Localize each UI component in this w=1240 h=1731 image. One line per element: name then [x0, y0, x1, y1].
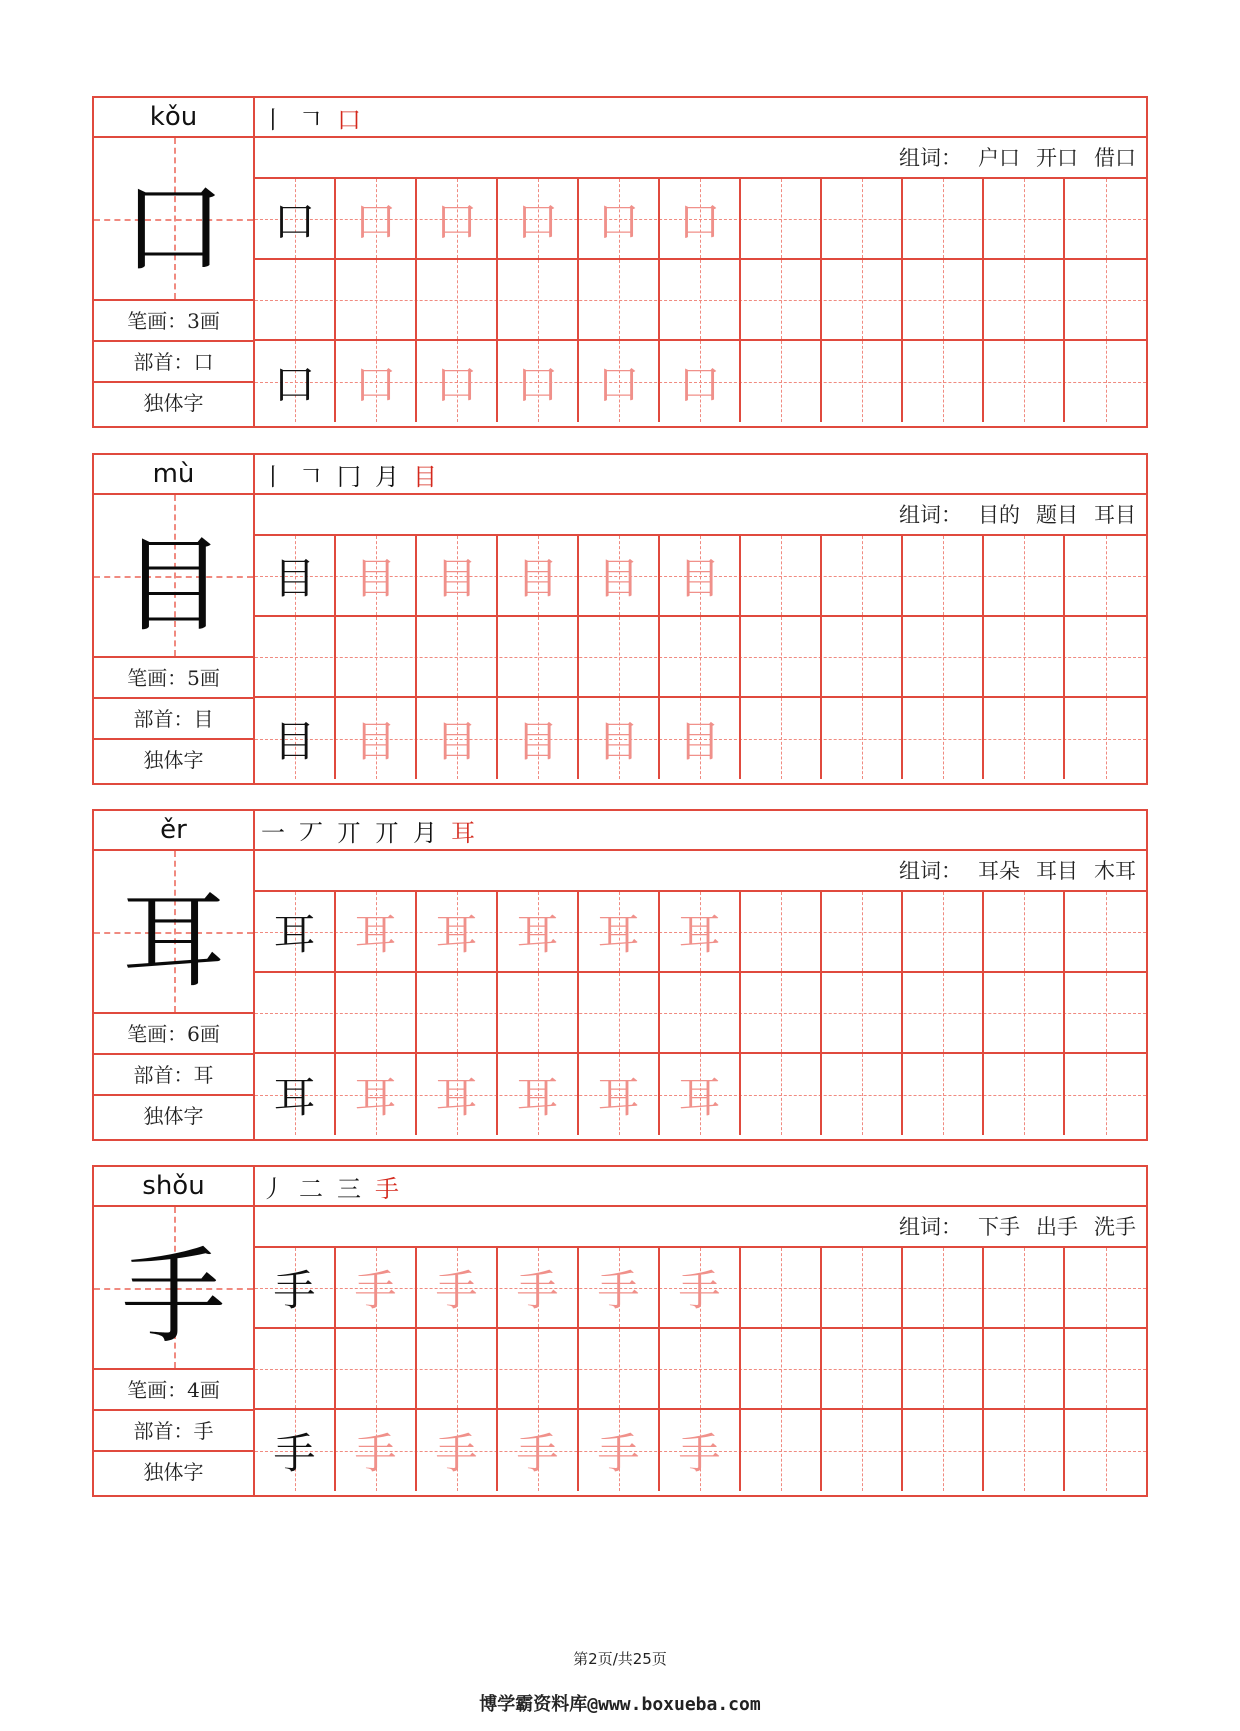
model-character: 耳 — [273, 1072, 316, 1122]
pinyin: shǒu — [94, 1167, 253, 1207]
stroke-step: 月 — [413, 818, 437, 847]
practice-row — [255, 1054, 1146, 1135]
practice-cell[interactable] — [336, 617, 417, 696]
model-character: 耳 — [273, 909, 316, 959]
practice-cell[interactable] — [822, 260, 903, 339]
practice-cell[interactable] — [579, 260, 660, 339]
practice-cell[interactable] — [336, 179, 417, 258]
practice-row — [255, 260, 1146, 341]
practice-cell[interactable] — [336, 536, 417, 615]
words-label: 组词： — [899, 146, 962, 170]
example-word: 题目 — [1036, 503, 1078, 527]
practice-cell[interactable] — [417, 1329, 498, 1408]
character-info-column — [94, 455, 255, 783]
trace-character: 耳 — [678, 909, 721, 959]
trace-character: 手 — [597, 1265, 640, 1315]
model-character: 口 — [273, 359, 316, 409]
trace-character: 口 — [354, 196, 397, 246]
stroke-step: 丿 — [261, 1174, 285, 1203]
trace-character: 口 — [435, 196, 478, 246]
practice-cell[interactable] — [579, 1329, 660, 1408]
big-character-box — [94, 495, 253, 658]
structure-label: 独体字 — [143, 748, 204, 772]
stroke-count-label: 笔画：3画 — [94, 301, 253, 342]
practice-cell[interactable] — [498, 341, 579, 422]
practice-cell[interactable] — [579, 179, 660, 258]
practice-cell[interactable] — [255, 892, 336, 971]
example-words — [255, 495, 1146, 536]
model-character: 手 — [273, 1428, 316, 1478]
practice-cell[interactable] — [660, 892, 741, 971]
practice-cell[interactable] — [903, 1054, 984, 1135]
practice-cell[interactable] — [903, 1248, 984, 1327]
practice-row — [255, 536, 1146, 617]
practice-cell[interactable] — [498, 973, 579, 1052]
practice-cell[interactable] — [660, 1054, 741, 1135]
practice-cell[interactable] — [1065, 536, 1147, 615]
pinyin: kǒu — [94, 98, 253, 138]
trace-character: 目 — [678, 716, 721, 766]
practice-cell[interactable] — [984, 260, 1065, 339]
practice-cell[interactable] — [255, 1410, 336, 1491]
practice-cell[interactable] — [498, 1248, 579, 1327]
practice-cell[interactable] — [984, 698, 1065, 779]
stroke-step: 𠃍 — [299, 105, 323, 134]
practice-cell[interactable] — [660, 341, 741, 422]
practice-cell[interactable] — [255, 179, 336, 258]
practice-cell[interactable] — [579, 341, 660, 422]
practice-area — [255, 811, 1146, 1139]
trace-character: 耳 — [597, 909, 640, 959]
trace-character: 口 — [678, 196, 721, 246]
practice-row — [255, 973, 1146, 1054]
example-words — [255, 138, 1146, 179]
example-word: 洗手 — [1094, 1215, 1136, 1239]
practice-row — [255, 179, 1146, 260]
big-character-box — [94, 1207, 253, 1370]
structure-label: 独体字 — [143, 391, 204, 415]
practice-cell[interactable] — [417, 260, 498, 339]
practice-cell[interactable] — [822, 341, 903, 422]
practice-cell[interactable] — [660, 260, 741, 339]
practice-cell[interactable] — [903, 179, 984, 258]
practice-cell[interactable] — [579, 1410, 660, 1491]
practice-cell[interactable] — [579, 1248, 660, 1327]
structure-label: 独体字 — [143, 1104, 204, 1128]
example-word: 木耳 — [1094, 859, 1136, 883]
practice-cell[interactable] — [255, 260, 336, 339]
trace-character: 目 — [435, 716, 478, 766]
practice-cell[interactable] — [741, 1329, 822, 1408]
radical-label: 部首：手 — [94, 1411, 253, 1452]
stroke-step: 丌 — [337, 818, 361, 847]
trace-character: 口 — [354, 359, 397, 409]
trace-character: 耳 — [678, 1072, 721, 1122]
practice-cell[interactable] — [498, 617, 579, 696]
big-character: 手 — [121, 1235, 226, 1358]
practice-cell[interactable] — [741, 892, 822, 971]
stroke-step: 二 — [299, 1174, 323, 1203]
example-word: 下手 — [978, 1215, 1020, 1239]
radical-label: 部首：目 — [94, 699, 253, 740]
practice-cell[interactable] — [336, 341, 417, 422]
practice-cell[interactable] — [336, 1248, 417, 1327]
trace-character: 耳 — [516, 909, 559, 959]
stroke-step: 𠃍 — [299, 462, 323, 491]
practice-cell[interactable] — [255, 341, 336, 422]
trace-character: 手 — [516, 1265, 559, 1315]
practice-cell[interactable] — [660, 698, 741, 779]
practice-cell[interactable] — [579, 973, 660, 1052]
practice-row — [255, 1248, 1146, 1329]
practice-cell[interactable] — [984, 1248, 1065, 1327]
trace-character: 口 — [516, 196, 559, 246]
practice-cell[interactable] — [822, 179, 903, 258]
stroke-step: 月 — [375, 462, 399, 491]
stroke-step: 一 — [261, 818, 285, 847]
stroke-step: 目 — [413, 462, 437, 491]
example-word: 耳目 — [1036, 859, 1078, 883]
site-watermark: 博学霸资料库@www.boxueba.com — [479, 1694, 761, 1715]
practice-cell[interactable] — [1065, 1410, 1147, 1491]
trace-character: 耳 — [516, 1072, 559, 1122]
practice-cell[interactable] — [741, 536, 822, 615]
words-label: 组词： — [899, 859, 962, 883]
practice-cell[interactable] — [903, 617, 984, 696]
practice-cell[interactable] — [1065, 341, 1147, 422]
character-info-column — [94, 98, 255, 426]
trace-character: 手 — [516, 1428, 559, 1478]
practice-cell[interactable] — [255, 698, 336, 779]
practice-area — [255, 98, 1146, 426]
model-character: 目 — [273, 716, 316, 766]
stroke-step: 手 — [375, 1174, 399, 1203]
practice-cell[interactable] — [741, 617, 822, 696]
trace-character: 手 — [354, 1428, 397, 1478]
practice-cell[interactable] — [579, 536, 660, 615]
big-character: 口 — [121, 166, 226, 289]
model-character: 手 — [273, 1265, 316, 1315]
practice-cell[interactable] — [903, 1410, 984, 1491]
big-character-box — [94, 851, 253, 1014]
pinyin: ěr — [94, 811, 253, 851]
trace-character: 口 — [435, 359, 478, 409]
stroke-step: 丨 — [261, 462, 285, 491]
stroke-step: 丨 — [261, 105, 285, 134]
practice-cell[interactable] — [255, 617, 336, 696]
words-label: 组词： — [899, 503, 962, 527]
trace-character: 目 — [516, 553, 559, 603]
practice-cell[interactable] — [336, 260, 417, 339]
radical-label: 部首：口 — [94, 342, 253, 383]
practice-row — [255, 698, 1146, 779]
practice-area — [255, 455, 1146, 783]
practice-cell[interactable] — [903, 698, 984, 779]
trace-character: 手 — [435, 1428, 478, 1478]
practice-cell[interactable] — [336, 973, 417, 1052]
practice-cell[interactable] — [660, 973, 741, 1052]
practice-cell[interactable] — [903, 341, 984, 422]
trace-character: 口 — [597, 359, 640, 409]
practice-cell[interactable] — [984, 179, 1065, 258]
example-word: 借口 — [1094, 146, 1136, 170]
words-label: 组词： — [899, 1215, 962, 1239]
practice-cell[interactable] — [498, 698, 579, 779]
example-word: 出手 — [1036, 1215, 1078, 1239]
practice-cell[interactable] — [498, 1410, 579, 1491]
stroke-count-label: 笔画：4画 — [94, 1370, 253, 1411]
practice-cell[interactable] — [255, 1329, 336, 1408]
practice-cell[interactable] — [984, 1054, 1065, 1135]
practice-cell[interactable] — [984, 1410, 1065, 1491]
trace-character: 耳 — [597, 1072, 640, 1122]
practice-cell[interactable] — [1065, 973, 1147, 1052]
practice-cell[interactable] — [984, 892, 1065, 971]
practice-cell[interactable] — [255, 1054, 336, 1135]
trace-character: 目 — [597, 553, 640, 603]
practice-cell[interactable] — [741, 1248, 822, 1327]
practice-cell[interactable] — [660, 179, 741, 258]
practice-cell[interactable] — [822, 973, 903, 1052]
practice-cell[interactable] — [498, 1329, 579, 1408]
trace-character: 耳 — [435, 909, 478, 959]
practice-cell[interactable] — [1065, 260, 1147, 339]
practice-cell[interactable] — [1065, 1054, 1147, 1135]
practice-cell[interactable] — [336, 1329, 417, 1408]
practice-cell[interactable] — [822, 1054, 903, 1135]
practice-cell[interactable] — [417, 1410, 498, 1491]
practice-cell[interactable] — [984, 341, 1065, 422]
practice-cell[interactable] — [741, 698, 822, 779]
big-character: 耳 — [121, 879, 226, 1002]
trace-character: 口 — [678, 359, 721, 409]
character-info-column — [94, 811, 255, 1139]
practice-cell[interactable] — [417, 892, 498, 971]
practice-cell[interactable] — [741, 260, 822, 339]
practice-cell[interactable] — [498, 260, 579, 339]
example-word: 户口 — [978, 146, 1020, 170]
practice-cell[interactable] — [741, 973, 822, 1052]
practice-cell[interactable] — [660, 536, 741, 615]
practice-cell[interactable] — [822, 536, 903, 615]
trace-character: 手 — [678, 1265, 721, 1315]
character-block — [92, 96, 1148, 428]
practice-cell[interactable] — [741, 341, 822, 422]
practice-cell[interactable] — [417, 536, 498, 615]
trace-character: 口 — [597, 196, 640, 246]
trace-character: 目 — [516, 716, 559, 766]
practice-cell[interactable] — [255, 1248, 336, 1327]
practice-cell[interactable] — [903, 260, 984, 339]
stroke-count-label: 笔画：5画 — [94, 658, 253, 699]
trace-character: 目 — [678, 553, 721, 603]
trace-character: 手 — [678, 1428, 721, 1478]
practice-cell[interactable] — [903, 973, 984, 1052]
practice-cell[interactable] — [984, 536, 1065, 615]
practice-cell[interactable] — [984, 973, 1065, 1052]
practice-cell[interactable] — [336, 1054, 417, 1135]
trace-character: 口 — [516, 359, 559, 409]
stroke-order — [255, 1167, 1146, 1207]
trace-character: 耳 — [435, 1072, 478, 1122]
structure-label: 独体字 — [143, 1460, 204, 1484]
practice-cell[interactable] — [984, 1329, 1065, 1408]
stroke-count-label: 笔画：6画 — [94, 1014, 253, 1055]
stroke-order — [255, 811, 1146, 851]
practice-cell[interactable] — [579, 698, 660, 779]
practice-cell[interactable] — [822, 698, 903, 779]
example-word: 目的 — [978, 503, 1020, 527]
practice-cell[interactable] — [417, 973, 498, 1052]
practice-cell[interactable] — [741, 1054, 822, 1135]
model-character: 口 — [273, 196, 316, 246]
practice-cell[interactable] — [498, 892, 579, 971]
practice-row — [255, 1329, 1146, 1410]
practice-cell[interactable] — [1065, 1248, 1147, 1327]
practice-cell[interactable] — [1065, 179, 1147, 258]
practice-cell[interactable] — [255, 973, 336, 1052]
practice-cell[interactable] — [822, 617, 903, 696]
model-character: 目 — [273, 553, 316, 603]
practice-cell[interactable] — [822, 892, 903, 971]
practice-cell[interactable] — [903, 536, 984, 615]
practice-cell[interactable] — [822, 1248, 903, 1327]
trace-character: 目 — [354, 716, 397, 766]
trace-character: 目 — [435, 553, 478, 603]
practice-cell[interactable] — [1065, 617, 1147, 696]
practice-cell[interactable] — [903, 1329, 984, 1408]
practice-row — [255, 1410, 1146, 1491]
practice-cell[interactable] — [336, 1410, 417, 1491]
practice-cell[interactable] — [1065, 892, 1147, 971]
practice-cell[interactable] — [498, 536, 579, 615]
practice-cell[interactable] — [498, 1054, 579, 1135]
example-word: 开口 — [1036, 146, 1078, 170]
radical-label: 部首：耳 — [94, 1055, 253, 1096]
practice-cell[interactable] — [741, 179, 822, 258]
practice-area — [255, 1167, 1146, 1495]
character-block — [92, 1165, 1148, 1497]
big-character-box — [94, 138, 253, 301]
practice-cell[interactable] — [417, 179, 498, 258]
example-word: 耳朵 — [978, 859, 1020, 883]
trace-character: 目 — [354, 553, 397, 603]
practice-row — [255, 341, 1146, 422]
stroke-step: 三 — [337, 1174, 361, 1203]
stroke-step: 口 — [337, 105, 361, 134]
practice-cell[interactable] — [1065, 698, 1147, 779]
practice-cell[interactable] — [984, 617, 1065, 696]
stroke-step: 耳 — [451, 818, 475, 847]
big-character: 目 — [121, 523, 226, 646]
character-block — [92, 453, 1148, 785]
practice-cell[interactable] — [255, 536, 336, 615]
character-info-column — [94, 1167, 255, 1495]
example-words — [255, 851, 1146, 892]
stroke-step: 丌 — [375, 818, 399, 847]
practice-cell[interactable] — [417, 617, 498, 696]
stroke-step: 丆 — [299, 818, 323, 847]
practice-cell[interactable] — [579, 1054, 660, 1135]
practice-cell[interactable] — [498, 179, 579, 258]
trace-character: 耳 — [354, 909, 397, 959]
practice-row — [255, 892, 1146, 973]
trace-character: 手 — [597, 1428, 640, 1478]
practice-cell[interactable] — [1065, 1329, 1147, 1408]
trace-character: 目 — [597, 716, 640, 766]
practice-cell[interactable] — [579, 892, 660, 971]
practice-cell[interactable] — [822, 1329, 903, 1408]
trace-character: 手 — [354, 1265, 397, 1315]
trace-character: 手 — [435, 1265, 478, 1315]
practice-cell[interactable] — [822, 1410, 903, 1491]
character-block — [92, 809, 1148, 1141]
stroke-order — [255, 455, 1146, 495]
practice-cell[interactable] — [336, 698, 417, 779]
practice-cell[interactable] — [741, 1410, 822, 1491]
practice-cell[interactable] — [660, 1329, 741, 1408]
trace-character: 耳 — [354, 1072, 397, 1122]
page-number: 第2页/共25页 — [573, 1650, 667, 1668]
practice-cell[interactable] — [417, 1248, 498, 1327]
practice-cell[interactable] — [660, 1248, 741, 1327]
pinyin: mù — [94, 455, 253, 495]
practice-cell[interactable] — [417, 341, 498, 422]
example-word: 耳目 — [1094, 503, 1136, 527]
practice-cell[interactable] — [579, 617, 660, 696]
practice-cell[interactable] — [903, 892, 984, 971]
practice-cell[interactable] — [336, 892, 417, 971]
practice-cell[interactable] — [417, 1054, 498, 1135]
practice-row — [255, 617, 1146, 698]
practice-cell[interactable] — [417, 698, 498, 779]
example-words — [255, 1207, 1146, 1248]
stroke-step: 冂 — [337, 462, 361, 491]
practice-cell[interactable] — [660, 617, 741, 696]
practice-cell[interactable] — [660, 1410, 741, 1491]
stroke-order — [255, 98, 1146, 138]
